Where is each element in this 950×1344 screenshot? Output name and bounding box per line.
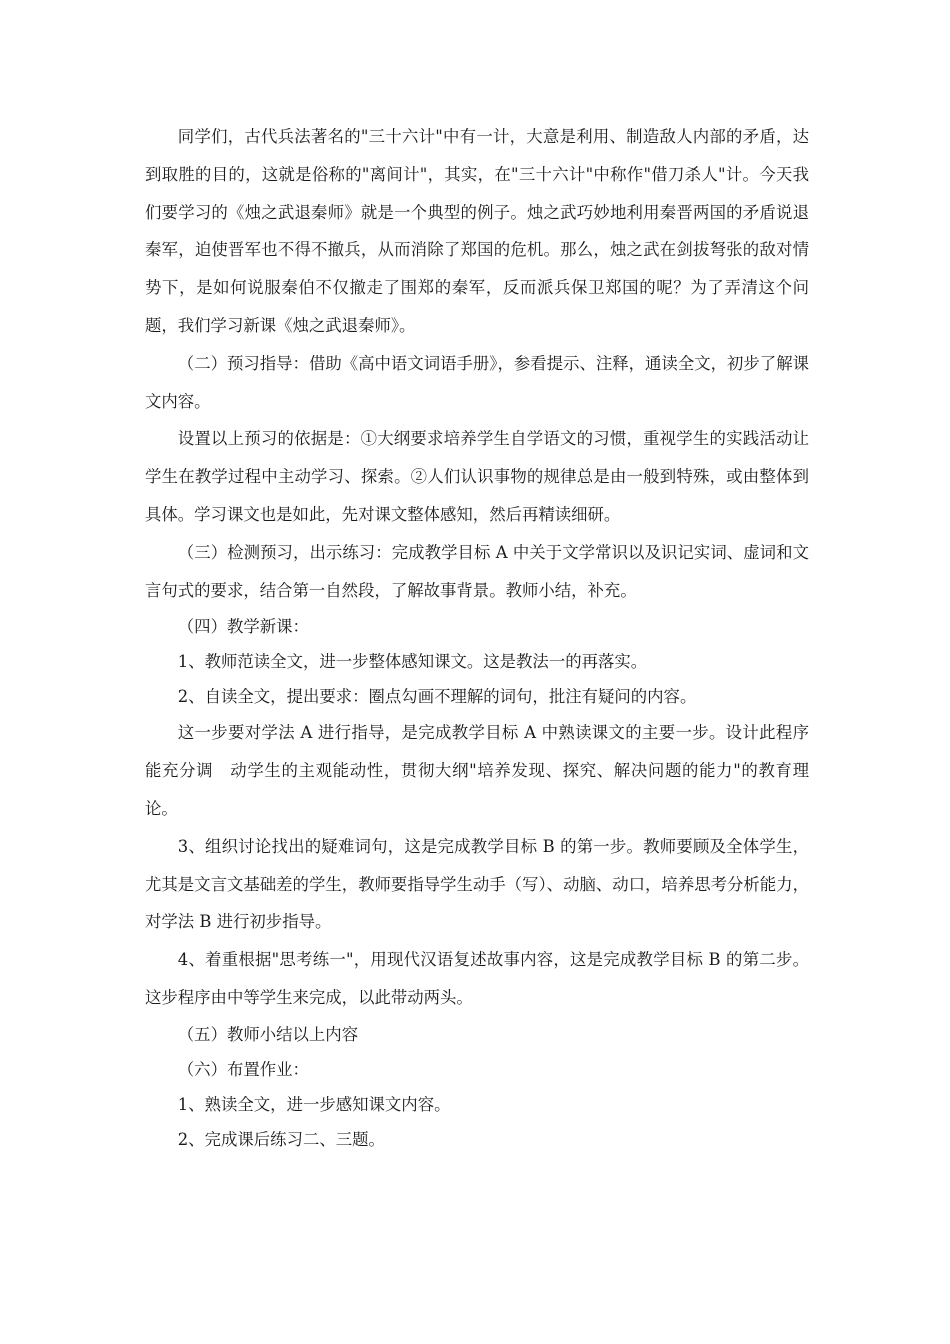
paragraph-step-1: 1、教师范读全文，进一步整体感知课文。这是教法一的再落实。 xyxy=(177,652,648,672)
paragraph-homework-1: 1、熟读全文，进一步感知课文内容。 xyxy=(177,1094,451,1114)
paragraph-step-2: 2、自读全文，提出要求：圈点勾画不理解的词句，批注有疑问的内容。 xyxy=(177,687,697,707)
paragraph-homework-heading: （六）布置作业： xyxy=(177,1059,309,1079)
paragraph-homework-2: 2、完成课后练习二、三题。 xyxy=(177,1129,385,1149)
paragraph-new-lesson-heading: （四）教学新课： xyxy=(177,617,309,637)
paragraph-summary-heading: （五）教师小结以上内容 xyxy=(177,1024,359,1044)
paragraph-preview-check: （三）检测预习，出示练习：完成教学目标 A 中关于文学常识以及识记实词、虚词和文言句式的要求，结合第一自然段，了解故事背景。教师小结，补充。 xyxy=(145,542,809,600)
paragraph-intro: 同学们，古代兵法著名的"三十六计"中有一计，大意是利用、制造敌人内部的矛盾，达到取胜的目的，这就是俗称的"离间计"，其实，在"三十六计"中称作"借刀杀人"计。今天我们要学习的《烛之武退秦师》就是一个典型的例子。烛之武巧妙地利用秦晋两国的矛盾说退秦军，迫使晋军也不得不撤兵，从而消除了郑国的危机。那么，烛之武在剑拔弩张的敌对情势下，是如何说服秦伯不仅撤走了围郑的秦军，反而派兵保卫郑国的呢？为了弄清这个问题，我们学习新课《烛之武退秦师》。 xyxy=(145,127,809,335)
paragraph-step-3: 3、组织讨论找出的疑难词句，这是完成教学目标 B 的第一步。教师要顾及全体学生，尤其是文言文基础差的学生，教师要指导学生动手（写）、动脑、动口，培养思考分析能力，对学法 B 进行初步指导。 xyxy=(145,836,809,932)
paragraph-step-2-guidance: 这一步要对学法 A 进行指导，是完成教学目标 A 中熟读课文的主要一步。设计此程序能充分调 动学生的主观能动性，贯彻大纲"培养发现、探究、解决问题的能力"的教育理论。 xyxy=(145,723,809,818)
paragraph-step-4: 4、着重根据"思考练一"，用现代汉语复述故事内容，这是完成教学目标 B 的第二步。这步程序由中等学生来完成，以此带动两头。 xyxy=(145,950,809,1007)
paragraph-preview-basis: 设置以上预习的依据是：①大纲要求培养学生自学语文的习惯，重视学生的实践活动让学生在教学过程中主动学习、探索。②人们认识事物的规律总是由一般到特殊，或由整体到具体。学习课文也是如此，先对课文整体感知，然后再精读细研。 xyxy=(145,429,809,524)
paragraph-preview-guide: （二）预习指导：借助《高中语文词语手册》，参看提示、注释，通读全文，初步了解课文内容。 xyxy=(145,353,809,411)
document-body xyxy=(145,118,809,1157)
